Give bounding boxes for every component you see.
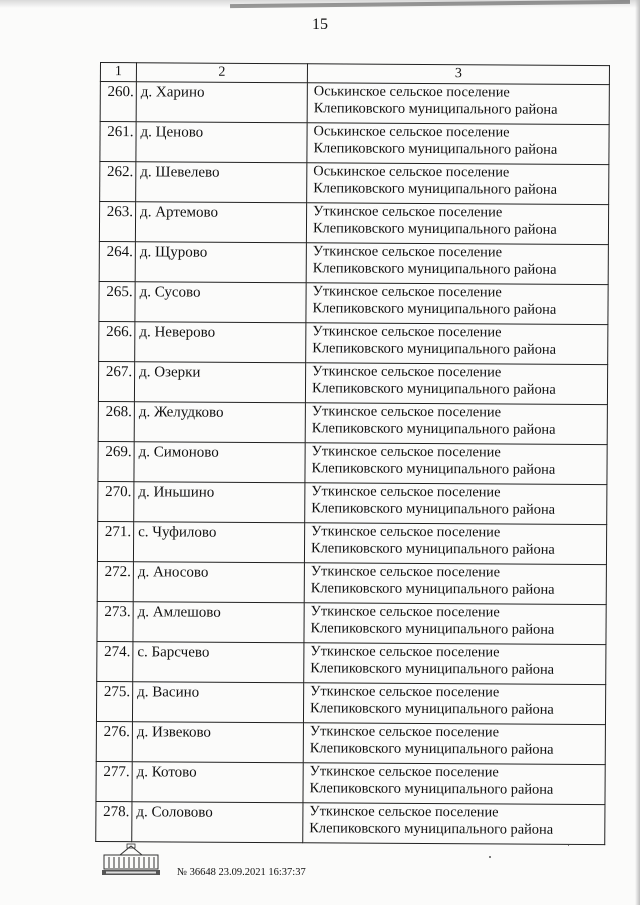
locality-name: д. Васино [132,682,303,723]
building-stamp-icon [100,843,162,877]
settlement-line-1: Уткинское сельское поселение [312,363,502,381]
table-row [98,441,607,484]
settlement-line-1: Уткинское сельское поселение [310,563,501,581]
settlement-line-1: Уткинское сельское поселение [313,203,503,221]
settlement-line-1: Уткинское сельское поселение [311,443,501,461]
header-col-2: 2 [136,63,307,83]
scan-right-edge [635,0,640,905]
table-row [100,122,609,165]
settlement-cell [305,363,607,405]
locality-name: с. Чуфилово [133,522,304,563]
settlement-cell [306,323,608,365]
settlement-line-2: Клепиковского муниципального района [309,740,554,758]
table-row [97,561,606,604]
row-number: 278. [96,801,132,841]
settlement-cell [303,763,605,805]
settlement-line-1: Уткинское сельское поселение [310,643,500,661]
row-number: 265. [99,281,135,321]
row-number: 276. [96,721,132,761]
settlement-cell [304,523,606,565]
settlement-line-2: Клепиковского муниципального района [312,260,557,278]
row-number: 271. [97,521,133,561]
locality-name: д. Неверово [135,322,306,363]
locality-name: с. Барсчево [133,642,304,683]
table-row [98,401,607,444]
settlement-cell [306,243,608,285]
table-row [97,601,606,644]
settlement-line-1: Уткинское сельское поселение [309,763,499,781]
table-row [99,202,608,245]
table-row [96,721,605,764]
settlement-line-2: Клепиковского муниципального района [313,180,558,198]
table-row [98,361,607,404]
table-row [99,281,608,324]
row-number: 268. [98,401,134,441]
settlement-line-1: Уткинское сельское поселение [310,603,500,621]
row-number: 275. [96,681,132,721]
table-row [99,241,608,284]
settlement-line-1: Уткинское сельское поселение [309,803,499,821]
settlement-line-2: Клепиковского муниципального района [310,620,555,638]
settlement-cell [307,83,609,125]
row-number: 270. [98,481,134,521]
locality-name: д. Харино [136,82,307,123]
row-number: 264. [99,241,135,281]
settlement-line-1: Уткинское сельское поселение [311,483,501,501]
settlement-cell [304,603,606,645]
settlement-cell [305,403,607,445]
row-number: 267. [98,361,134,401]
row-number: 260. [100,82,136,122]
table-row [96,761,605,804]
table-row [100,162,609,205]
settlement-line-1: Уткинское сельское поселение [312,283,502,301]
scan-speck [489,856,491,858]
settlement-line-1: Оськинское сельское поселение [313,83,510,101]
settlement-line-2: Клепиковского муниципального района [310,540,555,558]
table-row [98,481,607,524]
table-row [97,521,606,564]
settlement-line-1: Оськинское сельское поселение [313,123,510,141]
row-number: 277. [96,761,132,801]
table-row [96,801,605,844]
settlement-line-1: Оськинское сельское поселение [313,163,510,181]
locality-name: д. Иньшино [134,482,305,523]
row-number: 266. [99,321,135,361]
settlement-line-1: Уткинское сельское поселение [311,403,502,421]
settlement-cell [305,443,607,485]
settlement-line-2: Клепиковского муниципального района [310,660,555,678]
settlement-line-1: Уткинское сельское поселение [309,723,500,741]
settlement-cell [303,683,605,725]
settlement-line-1: Уткинское сельское поселение [312,323,502,341]
settlement-line-1: Уткинское сельское поселение [312,243,503,261]
page-number: 15 [312,16,328,33]
settlement-line-2: Клепиковского муниципального района [311,500,556,518]
settlement-cell [305,483,607,525]
settlement-line-2: Клепиковского муниципального района [310,700,554,718]
settlement-cell [307,123,609,165]
locality-name: д. Ценово [136,122,307,163]
settlement-line-2: Клепиковского муниципального района [313,140,558,158]
settlement-line-2: Клепиковского муниципального района [309,780,554,798]
settlement-cell [306,283,608,325]
row-number: 261. [100,122,136,162]
settlement-line-2: Клепиковского муниципального района [311,420,556,438]
locality-name: д. Извеково [132,722,303,763]
scan-speck [568,845,569,846]
locality-name: д. Озерки [134,362,305,403]
row-number: 263. [99,202,135,242]
settlement-line-1: Уткинское сельское поселение [310,683,500,701]
header-col-3: 3 [307,64,609,85]
registration-mark: № 36648 23.09.2021 16:37:37 [177,867,306,878]
settlement-line-2: Клепиковского муниципального района [309,820,554,838]
settlement-cell [304,643,606,685]
row-number: 273. [97,601,133,641]
settlement-cell [307,163,609,205]
table-body [96,82,610,845]
settlement-cell [306,203,608,245]
header-col-1: 1 [100,63,136,82]
table-row [96,681,605,724]
locality-name: д. Щурово [135,242,306,283]
row-number: 272. [97,561,133,601]
row-number: 274. [97,641,133,681]
table-row [99,321,608,364]
locality-name: д. Шевелево [136,162,307,203]
locality-name: д. Артемово [135,202,306,243]
table-row [97,641,606,684]
settlement-line-2: Клепиковского муниципального района [311,380,556,398]
locality-name: д. Симоново [134,442,305,483]
locality-name: д. Амлешово [133,602,304,643]
settlement-line-2: Клепиковского муниципального района [310,580,555,598]
settlements-table [95,62,610,845]
locality-name: д. Аносово [133,562,304,603]
locality-name: д. Котово [132,762,303,803]
settlement-cell [303,803,605,845]
settlement-line-2: Клепиковского муниципального района [312,220,557,238]
settlement-cell [304,563,606,605]
locality-name: д. Желудково [134,402,305,443]
row-number: 269. [98,441,134,481]
row-number: 262. [100,162,136,202]
settlement-line-1: Уткинское сельское поселение [311,523,501,541]
settlement-line-2: Клепиковского муниципального района [312,300,557,318]
settlement-line-2: Клепиковского муниципального района [312,340,557,358]
locality-name: д. Сусово [135,282,306,323]
locality-name: д. Соловово [132,802,303,843]
settlement-cell [303,723,605,765]
settlement-line-2: Клепиковского муниципального района [313,100,558,118]
table-row [100,82,609,125]
settlement-line-2: Клепиковского муниципального района [311,460,556,478]
